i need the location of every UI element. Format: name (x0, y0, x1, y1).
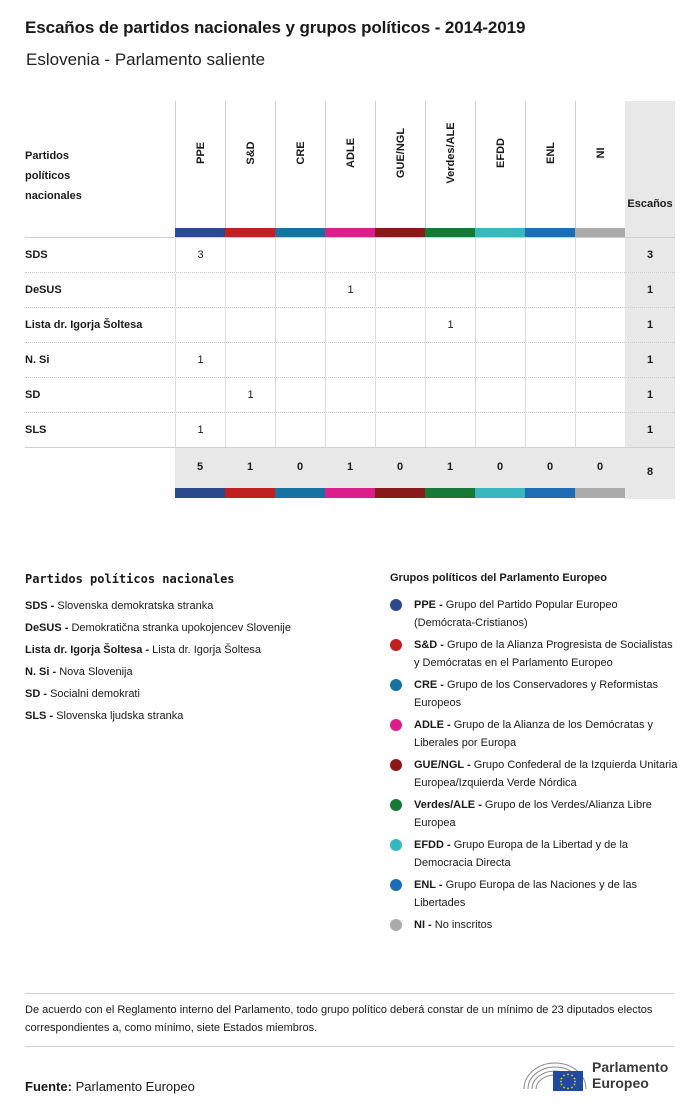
seat-cell (275, 413, 325, 447)
group-legend-item (390, 716, 680, 752)
source-credit (25, 1079, 195, 1094)
seat-cell (525, 413, 575, 447)
seat-cell (575, 273, 625, 307)
party-full-name: Slovenska demokratska stranka (57, 600, 214, 612)
group-full-name: Grupo de la Alianza Progresista de Socialistas y Demócratas en el Parlamento Europeo (414, 639, 673, 669)
seat-cell (325, 308, 375, 342)
seat-cell (425, 343, 475, 377)
seat-cell (525, 238, 575, 272)
group-legend-item (390, 676, 680, 712)
party-legend-item (25, 639, 365, 661)
seat-cell (225, 238, 275, 272)
seat-cell (475, 308, 525, 342)
seat-cell (525, 378, 575, 412)
seat-cell (475, 343, 525, 377)
seat-cell: 1 (175, 413, 225, 447)
table-row (25, 273, 675, 308)
logo-line1: Parlamento (592, 1059, 669, 1075)
group-color-dot (390, 599, 402, 611)
column-header (325, 101, 375, 229)
party-name: SLS (25, 424, 47, 436)
group-abbr: Verdes/ALE - (414, 799, 482, 811)
seat-cell (425, 413, 475, 447)
seat-cell (275, 308, 325, 342)
seat-cell (375, 343, 425, 377)
party-abbr: N. Si - (25, 666, 57, 678)
group-color-swatch (375, 488, 425, 498)
party-full-name: Lista dr. Igorja Šoltesa (152, 644, 261, 656)
group-color-swatch (525, 228, 575, 237)
group-legend-item (390, 876, 680, 912)
group-legend-item (390, 916, 680, 934)
party-legend-item (25, 705, 365, 727)
group-abbr: PPE - (414, 599, 443, 611)
column-header (575, 101, 625, 229)
group-color-dot (390, 919, 402, 931)
table-row (25, 343, 675, 378)
group-color-swatch (575, 488, 625, 498)
table-row (25, 238, 675, 273)
seat-cell (325, 378, 375, 412)
note-divider-bottom (25, 1046, 675, 1047)
group-legend-heading: Grupos políticos del Parlamento Europeo (390, 572, 607, 584)
column-header (175, 101, 225, 229)
group-legend-item (390, 756, 680, 792)
party-full-name: Demokratična stranka upokojencev Slovenije (71, 622, 291, 634)
seat-cell (425, 273, 475, 307)
group-abbr: S&D - (414, 639, 444, 651)
seat-cell (475, 238, 525, 272)
seat-cell (575, 238, 625, 272)
group-color-swatch (325, 488, 375, 498)
seat-cell (575, 308, 625, 342)
group-label: ADLE (344, 138, 357, 168)
group-color-dot (390, 679, 402, 691)
group-full-name: Grupo del Partido Popular Europeo (Demócrata-Cristianos) (414, 599, 618, 629)
group-label: S&D (244, 141, 257, 165)
group-abbr: ADLE - (414, 719, 451, 731)
seat-cell (475, 273, 525, 307)
row-total: 1 (646, 389, 654, 401)
party-legend-item (25, 617, 365, 639)
seat-cell (275, 273, 325, 307)
group-label: NI (594, 147, 607, 159)
party-column-header: Partidos políticos nacionales (25, 150, 82, 202)
table-row (25, 378, 675, 413)
seat-cell (425, 378, 475, 412)
table-row (25, 308, 675, 343)
group-color-swatch (425, 228, 475, 237)
seat-cell (575, 378, 625, 412)
group-legend-item (390, 796, 680, 832)
row-total: 3 (646, 249, 654, 261)
seat-cell: 1 (325, 273, 375, 307)
seat-cell (375, 413, 425, 447)
seat-cell (375, 378, 425, 412)
group-color-swatch (275, 228, 325, 237)
party-abbr: Lista dr. Igorja Šoltesa - (25, 644, 150, 656)
group-total: 0 (596, 461, 604, 473)
seats-table (25, 101, 675, 499)
group-color-swatch (475, 228, 525, 237)
group-full-name: Grupo Europa de la Libertad y de la Democracia Directa (414, 839, 629, 869)
logo-line2: Europeo (592, 1075, 649, 1091)
party-abbr: SDS - (25, 600, 55, 612)
group-abbr: NI - (414, 919, 432, 931)
party-name: Lista dr. Igorja Šoltesa (25, 319, 143, 331)
group-label: GUE/NGL (394, 127, 407, 179)
column-header (425, 101, 475, 229)
group-color-dot (390, 759, 402, 771)
seat-cell (225, 308, 275, 342)
group-legend (390, 572, 680, 938)
group-full-name: Grupo Confederal de la Izquierda Unitaria Europea/Izquierda Verde Nórdica (414, 759, 678, 789)
note-divider-top (25, 993, 675, 994)
group-color-dot (390, 879, 402, 891)
group-total: 0 (496, 461, 504, 473)
seat-cell (225, 343, 275, 377)
group-full-name: Grupo Europa de las Naciones y de las Libertades (414, 879, 637, 909)
source-value: Parlamento Europeo (75, 1079, 195, 1094)
group-total: 5 (196, 461, 204, 473)
party-abbr: SD - (25, 688, 47, 700)
parliament-logo (520, 1055, 680, 1095)
party-legend-item (25, 661, 365, 683)
row-total: 1 (646, 319, 654, 331)
seat-cell (375, 273, 425, 307)
party-name: SDS (25, 249, 48, 261)
group-label: CRE (294, 141, 307, 165)
group-color-swatch (275, 488, 325, 498)
group-total: 0 (546, 461, 554, 473)
party-name: N. Si (25, 354, 50, 366)
party-legend-item (25, 683, 365, 705)
seat-cell (175, 273, 225, 307)
seat-cell: 1 (425, 308, 475, 342)
group-color-swatch (325, 228, 375, 237)
group-color-swatch (575, 228, 625, 237)
group-full-name: Grupo de la Alianza de los Demócratas y Liberales por Europa (414, 719, 654, 749)
group-color-swatch (225, 228, 275, 237)
seat-cell (525, 308, 575, 342)
seat-cell (575, 343, 625, 377)
party-abbr: DeSUS - (25, 622, 69, 634)
group-label: PPE (194, 141, 207, 165)
grand-total: 8 (646, 466, 654, 478)
group-total: 1 (446, 461, 454, 473)
group-total: 1 (246, 461, 254, 473)
party-abbr: SLS - (25, 710, 54, 722)
party-legend (25, 572, 365, 727)
source-label: Fuente: (25, 1079, 72, 1094)
seat-cell (475, 413, 525, 447)
party-legend-heading: Partidos políticos nacionales (25, 572, 235, 586)
seat-cell (225, 413, 275, 447)
group-label: ENL (544, 142, 557, 164)
logo-text (592, 1059, 668, 1091)
group-legend-item (390, 596, 680, 632)
seat-cell (375, 238, 425, 272)
column-header (375, 101, 425, 229)
group-color-dot (390, 719, 402, 731)
group-color-swatch (425, 488, 475, 498)
group-color-dot (390, 639, 402, 651)
row-total: 1 (646, 284, 654, 296)
hemicycle-icon (520, 1055, 590, 1095)
group-color-swatch (375, 228, 425, 237)
seat-cell (325, 413, 375, 447)
seat-cell (425, 238, 475, 272)
seats-column-header: Escaños (627, 198, 673, 210)
group-color-dot (390, 839, 402, 851)
group-total: 0 (296, 461, 304, 473)
group-color-swatch (175, 228, 225, 237)
footnote: De acuerdo con el Reglamento interno del Parlamento, todo grupo político deberá constar de un mínimo de 23 diputados electos correspondientes a, como mínimo, siete Estados miembros. (25, 1004, 653, 1034)
row-total: 1 (646, 424, 654, 436)
group-color-swatch (175, 488, 225, 498)
group-abbr: ENL - (414, 879, 443, 891)
table-row (25, 413, 675, 448)
seat-cell (175, 308, 225, 342)
column-header (225, 101, 275, 229)
group-legend-item (390, 636, 680, 672)
row-total: 1 (646, 354, 654, 366)
seat-cell (275, 343, 325, 377)
group-color-swatch (475, 488, 525, 498)
group-total: 1 (346, 461, 354, 473)
seat-cell (325, 238, 375, 272)
group-total: 0 (396, 461, 404, 473)
seat-cell: 1 (225, 378, 275, 412)
seat-cell (525, 273, 575, 307)
group-full-name: Grupo de los Conservadores y Reformistas Europeos (414, 679, 658, 709)
group-label: EFDD (494, 138, 507, 168)
group-full-name: No inscritos (434, 919, 493, 931)
group-color-dot (390, 799, 402, 811)
seat-cell (575, 413, 625, 447)
group-abbr: CRE - (414, 679, 444, 691)
party-name: DeSUS (25, 284, 62, 296)
seat-cell (525, 343, 575, 377)
party-full-name: Nova Slovenija (59, 666, 133, 678)
seat-cell: 1 (175, 343, 225, 377)
group-full-name: Grupo de los Verdes/Alianza Libre Europea (414, 799, 652, 829)
party-full-name: Socialni demokrati (50, 688, 140, 700)
page-subtitle: Eslovenia - Parlamento saliente (26, 50, 266, 69)
seat-cell (275, 378, 325, 412)
column-header (525, 101, 575, 229)
group-totals-row (175, 448, 625, 488)
seat-cell: 3 (175, 238, 225, 272)
column-header (475, 101, 525, 229)
group-color-swatch (225, 488, 275, 498)
seat-cell (325, 343, 375, 377)
seat-cell (475, 378, 525, 412)
party-name: SD (25, 389, 41, 401)
seat-cell (175, 378, 225, 412)
seat-cell (375, 308, 425, 342)
group-abbr: EFDD - (414, 839, 451, 851)
group-legend-item (390, 836, 680, 872)
seat-cell (275, 238, 325, 272)
page-title: Escaños de partidos nacionales y grupos políticos - 2014-2019 (25, 18, 526, 37)
column-header (275, 101, 325, 229)
group-label: Verdes/ALE (444, 122, 457, 184)
seat-cell (225, 273, 275, 307)
party-legend-item (25, 595, 365, 617)
group-abbr: GUE/NGL - (414, 759, 471, 771)
group-color-swatch (525, 488, 575, 498)
party-full-name: Slovenska ljudska stranka (56, 710, 184, 722)
